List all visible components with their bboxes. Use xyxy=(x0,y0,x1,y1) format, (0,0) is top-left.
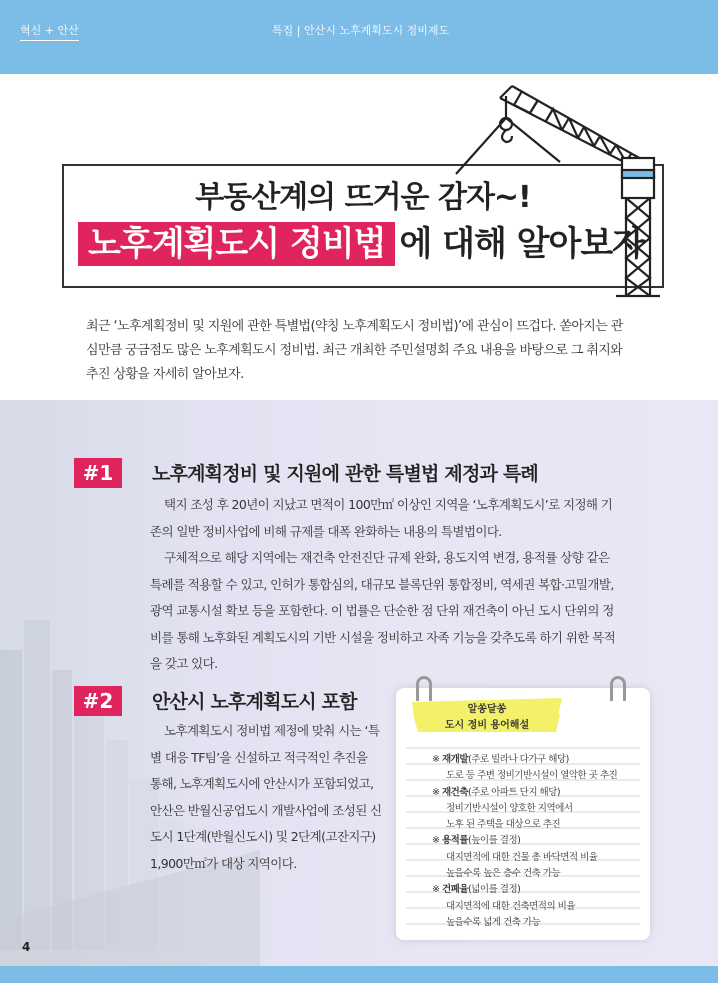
section-1-heading: 노후계획정비 및 지원에 관한 특별법 제정과 특례 xyxy=(152,463,538,485)
glossary-desc: 도로 등 주변 정비기반시설이 열악한 곳 추진 xyxy=(446,770,618,782)
glossary-note: (넓이를 결정) xyxy=(468,884,521,896)
glossary-term: 재개발 xyxy=(442,754,469,765)
section-1-badge: #1 xyxy=(74,458,122,488)
section-2-paragraph: 노후계획도시 정비법 제정에 맞춰 시는 ‘특별 대응 TF팀’을 신설하고 적극적인 추진을 통해, 노후계획도시에 안산시가 포함되었고, 안산은 반월신공업도시 개발사업에 조성된 신도시 1단계(반월신도시) 및 2단계(고잔지구) 1,900만㎡가 대상 지역이다. xyxy=(150,723,382,871)
glossary-desc: 정비기반시설이 양호한 지역에서 xyxy=(446,802,573,814)
title-rest: 에 대해 알아보자 xyxy=(399,224,645,264)
glossary-item xyxy=(432,882,617,898)
glossary-desc: 노후 된 주택을 대상으로 추진 xyxy=(446,819,561,831)
glossary-note: (높이를 결정) xyxy=(468,835,521,847)
glossary-title-line-1: 알쏭달쏭 xyxy=(467,704,507,715)
crane-illustration xyxy=(440,78,680,308)
glossary-desc: 높을수록 넓게 건축 가능 xyxy=(446,916,541,928)
glossary-desc: 높을수록 높은 층수 건축 가능 xyxy=(446,868,561,880)
glossary-note: (주로 아파트 단지 해당) xyxy=(468,786,561,798)
header-bar xyxy=(0,0,718,74)
glossary-list xyxy=(432,752,617,931)
page-number: 4 xyxy=(22,940,31,954)
section-2-heading: 안산시 노후계획도시 포함 xyxy=(152,691,357,713)
note-mark: ※ xyxy=(432,884,440,896)
page-title: 부동산계의 뜨거운 감자~! xyxy=(195,180,531,215)
glossary-term: 용적률 xyxy=(442,835,469,847)
glossary-term: 건폐율 xyxy=(442,884,469,896)
binder-ring-right xyxy=(610,676,626,701)
topic-label: 특집 | 안산시 노후계획도시 정비제도 xyxy=(272,24,450,37)
section-2-badge: #2 xyxy=(74,686,122,716)
note-mark: ※ xyxy=(432,835,440,847)
section-1-paragraph-1: 택지 조성 후 20년이 지났고 면적이 100만㎡ 이상인 지역을 ‘노후계획도시’로 지정해 기존의 일반 정비사업에 비해 규제를 대폭 완화하는 내용의 특별법이다. xyxy=(150,497,613,539)
footer-bar xyxy=(0,966,718,983)
section-1-paragraph-2: 구체적으로 해당 지역에는 재건축 안전진단 규제 완화, 용도지역 변경, 용적률 상향 같은 특례를 적용할 수 있고, 인허가 통합심의, 대규모 블록단위 통합정비, 역세권 복합·고밀개발, 광역 교통시설 확보 등을 포함한다. 이 법률은 단순한 점 단위 재건축이 아닌 도시 단위의 정비를 통해 노후화된 계획도시의 기반 시설을 정비하고 자족 기능을 갖추도록 하기 위한 목적을 갖고 있다. xyxy=(150,550,616,671)
glossary-note: (주로 빌라나 다가구 해당) xyxy=(468,754,569,765)
note-mark: ※ xyxy=(432,754,440,765)
title-highlight: 노후계획도시 정비법 xyxy=(78,222,395,266)
intro-paragraph: 최근 ‘노후계획정비 및 지원에 관한 특별법(약칭 노후계획도시 정비법)’에 관심이 뜨겁다. 쏟아지는 관심만큼 궁금점도 많은 노후계획도시 정비법. 최근 개최한 주민설명회 주요 내용을 바탕으로 그 취지와 추진 상황을 자세히 알아보자. xyxy=(86,319,623,382)
glossary-term: 재건축 xyxy=(442,786,469,798)
section-label: 혁신 + 안산 xyxy=(20,22,79,41)
glossary-item xyxy=(432,833,617,849)
glossary-title-line-2: 도시 정비 용어해설 xyxy=(444,720,530,731)
glossary-desc: 대지면적에 대한 건물 총 바닥면적 비율 xyxy=(446,851,598,863)
glossary-desc: 대지면적에 대한 건축면적의 비율 xyxy=(446,900,576,912)
glossary-item xyxy=(432,752,617,768)
glossary-item xyxy=(432,785,617,801)
note-mark: ※ xyxy=(432,786,440,798)
